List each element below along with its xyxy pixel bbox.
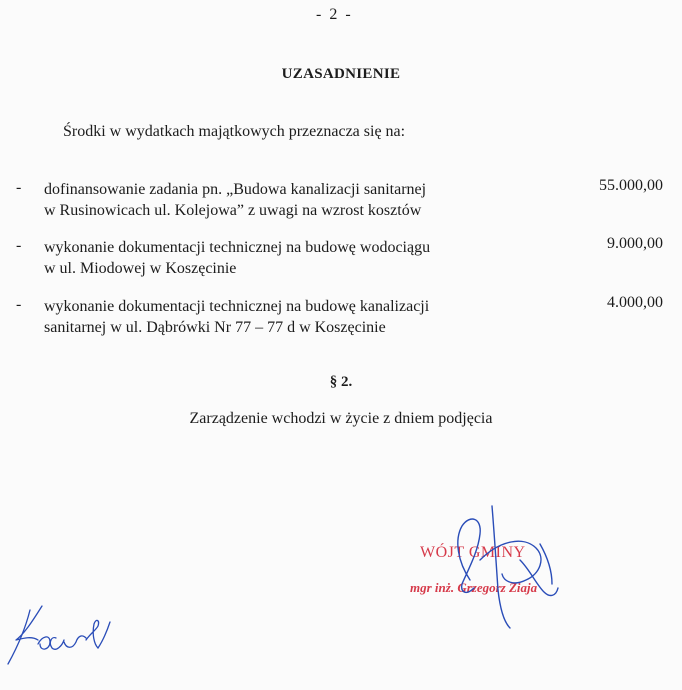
- stamp-name: mgr inż. Grzegorz Ziaja: [410, 580, 538, 595]
- handwritten-initials: [2, 600, 117, 672]
- list-bullet: -: [16, 296, 22, 313]
- expense-description: [44, 237, 430, 279]
- official-signature: [440, 500, 570, 635]
- expense-description-line: w Rusinowicach ul. Kolejowa” z uwagi na wzrost kosztów: [44, 202, 422, 219]
- expense-description-line: sanitarnej w ul. Dąbrówki Nr 77 – 77 d w Koszęcinie: [44, 319, 386, 336]
- expense-description-line: dofinansowanie zadania pn. „Budowa kanalizacji sanitarnej: [44, 181, 427, 198]
- stamp-title: WÓJT GMINY: [420, 544, 526, 561]
- closing-statement: Zarządzenie wchodzi w życie z dniem podjęcia: [189, 410, 493, 427]
- expense-description-line: wykonanie dokumentacji technicznej na budowę wodociągu: [44, 239, 431, 256]
- expense-description: [44, 296, 429, 338]
- expense-description-line: w ul. Miodowej w Koszęcinie: [44, 260, 237, 277]
- expense-amount: 9.000,00: [607, 235, 663, 252]
- document-heading: UZASADNIENIE: [281, 66, 401, 82]
- intro-paragraph: Środki w wydatkach majątkowych przeznacza się na:: [63, 123, 406, 140]
- expense-amount: 55.000,00: [599, 177, 663, 194]
- expense-description-line: wykonanie dokumentacji technicznej na budowę kanalizacji: [44, 298, 430, 315]
- section-mark: § 2.: [329, 374, 353, 390]
- expense-amount: 4.000,00: [607, 294, 663, 311]
- list-bullet: -: [16, 179, 22, 196]
- list-bullet: -: [16, 237, 22, 254]
- expense-description: [44, 179, 426, 221]
- page-number: - 2 -: [316, 6, 353, 23]
